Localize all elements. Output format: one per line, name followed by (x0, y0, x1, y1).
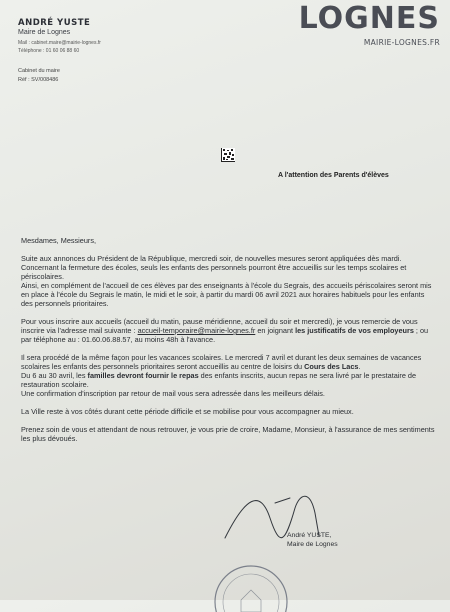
signatory-title: Maire de Lognes (287, 541, 338, 548)
paragraph-4: La Ville reste à vos côtés durant cette période difficile et se mobilise pour vous accompagner au mieux. (21, 407, 354, 416)
sender-block (18, 18, 178, 85)
paragraph-3: Il sera procédé de la même façon pour les vacances scolaires. Le mercredi 7 avril et durant les deux semaines de vacances scolaires les enfants des personnels prioritaires seront accueillis au centre de loisirs du Cours des Lacs. Du 6 au 30 avril, les familles devront fournir le repas des enfants inscrits, aucun repas ne sera livré par le prestataire de restauration scolaire. Une confirmation d'inscription par retour de mail vous sera adressée dans les meilleurs délais. (21, 353, 422, 398)
city-logo (298, 1, 440, 47)
sender-name: ANDRÉ YUSTE (18, 18, 91, 28)
datamatrix-code-icon (221, 148, 235, 162)
salutation: Mesdames, Messieurs, (21, 236, 97, 245)
logo-website: MAIRIE-LOGNES.FR (363, 38, 440, 47)
reference: Réf : SV/008486 (18, 76, 59, 83)
sender-phone: Téléphone : 01 60 06 88 60 (18, 47, 80, 54)
paragraph-1b: Ainsi, en complément de l'accueil de ces élèves par des enseignants à l'école du Segrais, des accueils périscolaires seront mis en place à l'école du Segrais le matin, le midi et le soir, à partir du mardi 06 avril 2021 aux horaires habituels pour les enfants des personnels prioritaires. (21, 281, 432, 308)
sender-role: Maire de Lognes (18, 29, 71, 36)
logo-wordmark: LOGNES (298, 1, 440, 36)
email-link[interactable]: accueil-temporaire@mairie-lognes.fr (137, 326, 256, 335)
paragraph-1: Suite aux annonces du Président de la République, mercredi soir, de nouvelles mesures seront appliquées dès mardi. Concernant la fermeture des écoles, seuls les enfants des personnels pourront être accueillis sur les temps scolaires et périscolaires. (21, 254, 407, 281)
signatory-name: André YUSTE, (287, 532, 332, 539)
addressee: A l'attention des Parents d'élèves (278, 172, 389, 179)
sender-mail: Mail : cabinet.maire@mairie-lognes.fr (18, 40, 101, 46)
office-block (18, 67, 178, 85)
official-stamp (206, 552, 296, 612)
signature-block (287, 531, 338, 549)
paragraph-5: Prenez soin de vous et attendant de nous retrouver, je vous prie de croire, Madame, Monsieur, à l'assurance de mes sentiments les plus dévoués. (21, 425, 435, 443)
office-name: Cabinet du maire (18, 68, 60, 74)
sender-contact (18, 40, 178, 55)
paragraph-2: Pour vous inscrire aux accueils (accueil du matin, pause méridienne, accueil du soir et mercredi), je vous remercie de vous inscrire via l'adresse mail suivante : accueil-temporaire@mairie-lognes.fr en joignant les justificatifs de vos employeurs ; ou par téléphone au : 01.60.06.88.57, au moins 48h à l'avance. (21, 317, 429, 344)
letter-body (21, 236, 437, 452)
